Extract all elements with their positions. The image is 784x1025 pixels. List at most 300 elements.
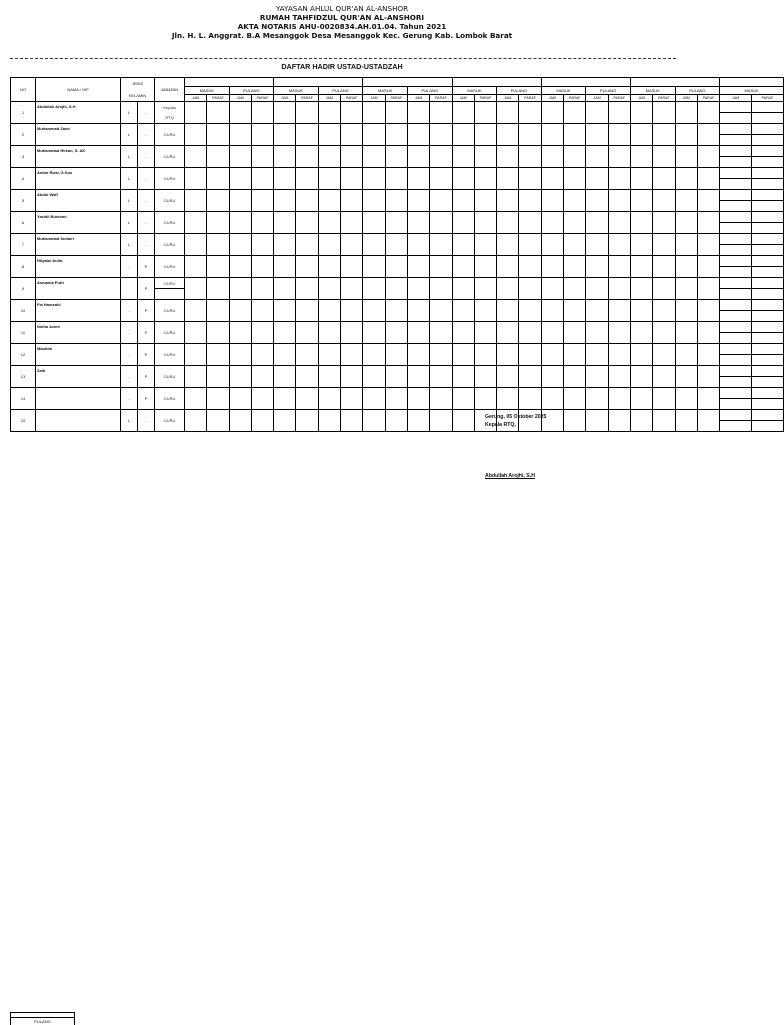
attendance-cell xyxy=(720,124,752,146)
attendance-cell xyxy=(541,322,563,344)
attendance-subcell xyxy=(720,200,751,211)
attendance-cell xyxy=(251,168,273,190)
attendance-cell xyxy=(586,190,608,212)
table-row xyxy=(11,124,784,146)
row-jabatan xyxy=(155,278,185,300)
attendance-cell xyxy=(341,366,363,388)
attendance-cell xyxy=(363,300,385,322)
attendance-cell xyxy=(229,190,251,212)
attendance-cell xyxy=(385,388,407,410)
attendance-cell xyxy=(653,300,675,322)
attendance-cell xyxy=(630,388,652,410)
attendance-cell xyxy=(653,388,675,410)
attendance-cell xyxy=(185,190,207,212)
attendance-subcell xyxy=(720,366,751,376)
row-no: 11 xyxy=(11,322,36,344)
attendance-cell xyxy=(720,300,752,322)
attendance-subcell xyxy=(720,332,751,343)
attendance-subcell xyxy=(720,102,751,112)
attendance-cell xyxy=(185,344,207,366)
day-group-header xyxy=(363,78,452,87)
header-paraf: PARAF xyxy=(296,95,318,102)
row-no: 2 xyxy=(11,124,36,146)
header-jam: JAM xyxy=(586,95,608,102)
header-divider xyxy=(10,58,676,59)
row-gender-p: P xyxy=(138,388,155,410)
attendance-cell xyxy=(407,256,429,278)
attendance-subcell xyxy=(752,398,783,409)
attendance-cell xyxy=(653,212,675,234)
attendance-cell xyxy=(720,410,752,432)
attendance-cell xyxy=(653,234,675,256)
attendance-cell xyxy=(251,322,273,344)
attendance-subcell xyxy=(752,288,783,299)
row-gender-l: - xyxy=(121,344,138,366)
header-pulang: PULANG xyxy=(318,87,363,95)
attendance-cell xyxy=(296,388,318,410)
attendance-subcell xyxy=(720,344,751,354)
attendance-cell xyxy=(752,300,784,322)
attendance-cell xyxy=(430,190,452,212)
attendance-cell xyxy=(752,190,784,212)
row-jabatan: GURU xyxy=(155,124,185,146)
attendance-cell xyxy=(430,344,452,366)
attendance-cell xyxy=(207,300,229,322)
attendance-cell xyxy=(452,256,474,278)
table-row xyxy=(11,410,784,432)
header-masuk: MASUK xyxy=(185,87,230,95)
attendance-cell xyxy=(630,146,652,168)
attendance-cell xyxy=(586,124,608,146)
row-gender-l: - xyxy=(121,322,138,344)
attendance-cell xyxy=(720,190,752,212)
attendance-cell xyxy=(274,344,296,366)
attendance-cell xyxy=(430,256,452,278)
attendance-cell xyxy=(697,146,719,168)
row-no: 12 xyxy=(11,344,36,366)
signature-role: Kepala RTQ, xyxy=(485,422,516,428)
attendance-cell xyxy=(497,146,519,168)
attendance-cell xyxy=(363,388,385,410)
row-no: 15 xyxy=(11,410,36,432)
attendance-cell xyxy=(497,388,519,410)
attendance-cell xyxy=(341,344,363,366)
row-no: 1 xyxy=(11,102,36,124)
attendance-cell xyxy=(519,168,541,190)
attendance-cell xyxy=(430,366,452,388)
attendance-cell xyxy=(274,256,296,278)
attendance-cell xyxy=(385,102,407,124)
attendance-cell xyxy=(430,146,452,168)
attendance-cell xyxy=(474,168,496,190)
attendance-cell xyxy=(519,234,541,256)
row-jabatan: GURU xyxy=(155,234,185,256)
attendance-cell xyxy=(497,102,519,124)
attendance-cell xyxy=(519,146,541,168)
attendance-cell xyxy=(296,212,318,234)
attendance-cell xyxy=(207,388,229,410)
attendance-cell xyxy=(229,410,251,432)
header-paraf: PARAF xyxy=(251,95,273,102)
attendance-cell xyxy=(564,124,586,146)
attendance-cell xyxy=(407,168,429,190)
header-masuk: MASUK xyxy=(363,87,408,95)
attendance-cell xyxy=(697,212,719,234)
footer-box-divider xyxy=(11,1017,74,1018)
attendance-cell xyxy=(296,190,318,212)
attendance-cell xyxy=(608,300,630,322)
attendance-subcell xyxy=(752,190,783,200)
attendance-subcell xyxy=(720,288,751,299)
attendance-cell xyxy=(630,102,652,124)
attendance-cell xyxy=(274,300,296,322)
attendance-cell xyxy=(407,124,429,146)
attendance-cell xyxy=(541,124,563,146)
attendance-cell xyxy=(752,146,784,168)
attendance-cell xyxy=(274,278,296,300)
attendance-cell xyxy=(296,102,318,124)
attendance-cell xyxy=(385,234,407,256)
attendance-cell xyxy=(752,256,784,278)
table-row xyxy=(11,344,784,366)
header-paraf: PARAF xyxy=(519,95,541,102)
attendance-cell xyxy=(630,234,652,256)
attendance-cell xyxy=(385,212,407,234)
attendance-cell xyxy=(630,344,652,366)
table-header-row xyxy=(11,78,784,87)
attendance-cell xyxy=(519,344,541,366)
attendance-cell xyxy=(474,366,496,388)
attendance-cell xyxy=(519,388,541,410)
attendance-cell xyxy=(541,410,563,432)
attendance-cell xyxy=(653,322,675,344)
attendance-subcell xyxy=(752,212,783,222)
attendance-subcell xyxy=(752,146,783,156)
attendance-cell xyxy=(185,234,207,256)
attendance-subcell xyxy=(720,398,751,409)
attendance-subcell xyxy=(752,222,783,233)
attendance-cell xyxy=(341,146,363,168)
row-gender-l: - xyxy=(121,366,138,388)
attendance-cell xyxy=(630,300,652,322)
attendance-cell xyxy=(341,102,363,124)
attendance-cell xyxy=(363,234,385,256)
attendance-cell xyxy=(720,278,752,300)
attendance-cell xyxy=(608,344,630,366)
attendance-cell xyxy=(229,212,251,234)
row-name: Abdullah Arojhi, S.H xyxy=(36,102,121,124)
row-gender-l: L xyxy=(121,234,138,256)
attendance-cell xyxy=(452,410,474,432)
attendance-subcell xyxy=(752,256,783,266)
attendance-cell xyxy=(363,344,385,366)
address: Jln. H. L. Anggrat. B.A Mesanggok Desa Mesanggok Kec. Gerung Kab. Lombok Barat xyxy=(171,31,513,40)
attendance-cell xyxy=(229,300,251,322)
attendance-cell xyxy=(318,234,340,256)
attendance-cell xyxy=(653,124,675,146)
header-nama: NAMA / NIP xyxy=(36,78,121,102)
attendance-cell xyxy=(185,124,207,146)
attendance-cell xyxy=(474,146,496,168)
header-paraf: PARAF xyxy=(608,95,630,102)
attendance-subcell xyxy=(720,388,751,398)
attendance-cell xyxy=(586,410,608,432)
attendance-cell xyxy=(452,278,474,300)
day-group-header xyxy=(541,78,630,87)
attendance-subcell xyxy=(720,178,751,189)
attendance-cell xyxy=(697,344,719,366)
attendance-cell xyxy=(251,124,273,146)
attendance-cell xyxy=(675,124,697,146)
row-gender-p: P xyxy=(138,366,155,388)
attendance-cell xyxy=(519,190,541,212)
attendance-subcell xyxy=(720,420,751,431)
attendance-cell xyxy=(653,168,675,190)
row-jabatan: GURU xyxy=(155,256,185,278)
attendance-cell xyxy=(452,344,474,366)
attendance-cell xyxy=(752,322,784,344)
attendance-subcell xyxy=(720,376,751,387)
attendance-subcell xyxy=(720,134,751,145)
attendance-cell xyxy=(341,322,363,344)
row-name xyxy=(36,388,121,410)
row-gender-l: L xyxy=(121,146,138,168)
row-no: 9 xyxy=(11,278,36,300)
attendance-cell xyxy=(519,102,541,124)
attendance-cell xyxy=(229,146,251,168)
attendance-cell xyxy=(541,256,563,278)
attendance-cell xyxy=(653,102,675,124)
attendance-cell xyxy=(229,322,251,344)
attendance-cell xyxy=(630,190,652,212)
row-jabatan xyxy=(155,102,185,124)
attendance-cell xyxy=(474,234,496,256)
row-no: 3 xyxy=(11,146,36,168)
attendance-cell xyxy=(452,102,474,124)
attendance-cell xyxy=(474,300,496,322)
attendance-subcell xyxy=(752,344,783,354)
attendance-cell xyxy=(675,344,697,366)
attendance-cell xyxy=(251,146,273,168)
attendance-cell xyxy=(318,388,340,410)
attendance-cell xyxy=(296,410,318,432)
attendance-cell xyxy=(720,256,752,278)
attendance-subcell xyxy=(752,266,783,277)
attendance-cell xyxy=(251,366,273,388)
table-row xyxy=(11,168,784,190)
attendance-cell xyxy=(296,344,318,366)
attendance-subcell xyxy=(752,300,783,310)
attendance-cell xyxy=(318,190,340,212)
attendance-cell xyxy=(452,388,474,410)
attendance-cell xyxy=(207,168,229,190)
attendance-cell xyxy=(586,102,608,124)
row-no: 6 xyxy=(11,212,36,234)
attendance-cell xyxy=(586,256,608,278)
attendance-cell xyxy=(564,388,586,410)
attendance-cell xyxy=(586,278,608,300)
attendance-cell xyxy=(474,344,496,366)
attendance-cell xyxy=(564,256,586,278)
header-paraf: PARAF xyxy=(697,95,719,102)
row-gender-l: L xyxy=(121,102,138,124)
attendance-cell xyxy=(251,300,273,322)
attendance-cell xyxy=(385,300,407,322)
attendance-cell xyxy=(385,278,407,300)
attendance-cell xyxy=(541,190,563,212)
attendance-cell xyxy=(185,256,207,278)
attendance-cell xyxy=(318,410,340,432)
attendance-cell xyxy=(385,344,407,366)
attendance-cell xyxy=(430,300,452,322)
attendance-cell xyxy=(363,256,385,278)
row-jabatan: GURU xyxy=(155,146,185,168)
attendance-cell xyxy=(564,300,586,322)
header-pulang: PULANG xyxy=(407,87,452,95)
attendance-cell xyxy=(430,322,452,344)
attendance-cell xyxy=(185,278,207,300)
table-row xyxy=(11,388,784,410)
attendance-cell xyxy=(630,410,652,432)
attendance-cell xyxy=(497,234,519,256)
attendance-cell xyxy=(341,234,363,256)
attendance-cell xyxy=(229,388,251,410)
attendance-cell xyxy=(519,212,541,234)
row-name: Muhammad Hirzan, S. AK xyxy=(36,146,121,168)
row-no: 4 xyxy=(11,168,36,190)
attendance-cell xyxy=(608,102,630,124)
attendance-cell xyxy=(363,212,385,234)
attendance-cell xyxy=(586,388,608,410)
attendance-subcell xyxy=(720,278,751,288)
row-gender-p: - xyxy=(138,146,155,168)
attendance-cell xyxy=(720,146,752,168)
attendance-cell xyxy=(229,366,251,388)
attendance-cell xyxy=(474,190,496,212)
attendance-cell xyxy=(274,234,296,256)
attendance-cell xyxy=(207,344,229,366)
header-masuk: MASUK xyxy=(720,87,784,95)
attendance-subcell xyxy=(752,102,783,112)
row-no: 8 xyxy=(11,256,36,278)
attendance-cell xyxy=(363,322,385,344)
attendance-cell xyxy=(274,322,296,344)
attendance-cell xyxy=(697,322,719,344)
attendance-cell xyxy=(541,102,563,124)
row-jabatan: GURU xyxy=(155,410,185,432)
attendance-cell xyxy=(207,278,229,300)
attendance-cell xyxy=(452,212,474,234)
attendance-cell xyxy=(675,102,697,124)
header-jam: JAM xyxy=(185,95,207,102)
header-pulang: PULANG xyxy=(586,87,631,95)
row-name: Muhammad Suhairi xyxy=(36,234,121,256)
attendance-cell xyxy=(407,190,429,212)
attendance-cell xyxy=(564,344,586,366)
attendance-cell xyxy=(630,256,652,278)
table-row xyxy=(11,256,784,278)
attendance-cell xyxy=(296,234,318,256)
row-gender-l: - xyxy=(121,300,138,322)
header-paraf: PARAF xyxy=(752,95,784,102)
attendance-cell xyxy=(363,278,385,300)
attendance-cell xyxy=(608,212,630,234)
header-jam: JAM xyxy=(630,95,652,102)
attendance-cell xyxy=(407,278,429,300)
row-jabatan: GURU xyxy=(155,366,185,388)
attendance-cell xyxy=(407,366,429,388)
attendance-cell xyxy=(497,366,519,388)
attendance-cell xyxy=(229,256,251,278)
table-row xyxy=(11,278,784,300)
attendance-cell xyxy=(720,168,752,190)
attendance-cell xyxy=(608,278,630,300)
attendance-cell xyxy=(318,256,340,278)
attendance-cell xyxy=(185,388,207,410)
attendance-cell xyxy=(541,212,563,234)
attendance-cell xyxy=(452,168,474,190)
attendance-cell xyxy=(697,168,719,190)
attendance-cell xyxy=(318,168,340,190)
attendance-cell xyxy=(497,410,519,432)
attendance-cell xyxy=(430,124,452,146)
attendance-cell xyxy=(608,410,630,432)
attendance-subcell xyxy=(752,420,783,431)
attendance-cell xyxy=(697,234,719,256)
attendance-subcell xyxy=(752,112,783,123)
attendance-cell xyxy=(452,300,474,322)
attendance-cell xyxy=(296,322,318,344)
attendance-cell xyxy=(653,256,675,278)
attendance-cell xyxy=(407,300,429,322)
attendance-cell xyxy=(474,256,496,278)
attendance-cell xyxy=(608,388,630,410)
header-jam: JAM xyxy=(452,95,474,102)
header-jam: JAM xyxy=(318,95,340,102)
attendance-cell xyxy=(675,146,697,168)
header-paraf: PARAF xyxy=(474,95,496,102)
row-jabatan: GURU xyxy=(155,344,185,366)
table-row xyxy=(11,322,784,344)
attendance-cell xyxy=(697,190,719,212)
row-gender-p: - xyxy=(138,102,155,124)
row-gender-p: P xyxy=(138,278,155,300)
attendance-cell xyxy=(564,212,586,234)
attendance-cell xyxy=(586,344,608,366)
attendance-cell xyxy=(296,278,318,300)
attendance-subcell xyxy=(752,354,783,365)
attendance-cell xyxy=(363,410,385,432)
attendance-cell xyxy=(296,168,318,190)
attendance-cell xyxy=(341,278,363,300)
attendance-cell xyxy=(229,344,251,366)
attendance-cell xyxy=(363,146,385,168)
attendance-cell xyxy=(229,102,251,124)
attendance-cell xyxy=(274,124,296,146)
attendance-cell xyxy=(752,410,784,432)
attendance-subcell xyxy=(720,156,751,167)
attendance-subcell xyxy=(720,234,751,244)
attendance-subcell xyxy=(752,156,783,167)
attendance-subcell xyxy=(752,388,783,398)
attendance-cell xyxy=(430,234,452,256)
row-no: 7 xyxy=(11,234,36,256)
attendance-cell xyxy=(697,278,719,300)
attendance-cell xyxy=(586,168,608,190)
attendance-cell xyxy=(318,278,340,300)
attendance-subcell xyxy=(720,322,751,332)
header-masuk: MASUK xyxy=(541,87,586,95)
